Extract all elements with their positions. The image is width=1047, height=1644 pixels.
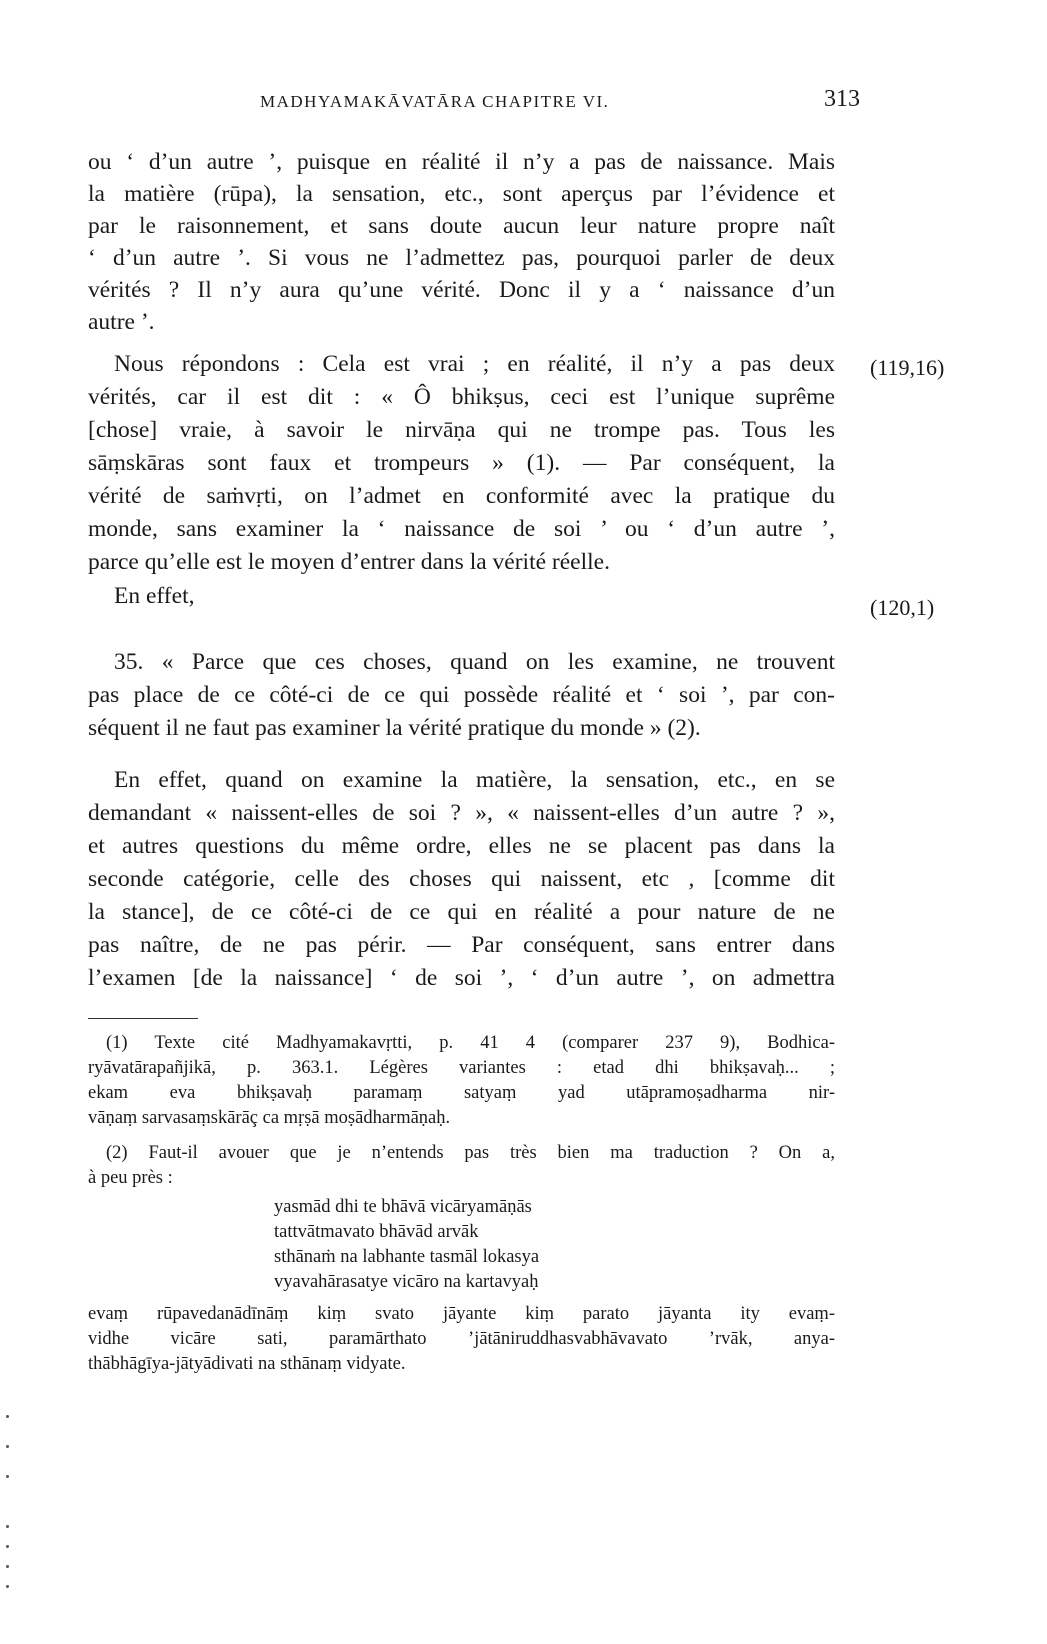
stanza-line: pas place de ce côté-ci de ce qui possède réalité et ‘ soi ’, par con-	[88, 682, 835, 708]
scan-mark	[6, 1415, 9, 1418]
text-line: En effet,	[114, 583, 195, 609]
footnote-line: (2) Faut-il avouer que je n’entends pas très bien ma traduction ? On a,	[106, 1143, 835, 1163]
running-header: MADHYAMAKĀVATĀRA CHAPITRE VI.	[260, 92, 610, 111]
text-line: autre ’.	[88, 309, 155, 335]
scan-mark	[6, 1585, 9, 1588]
footnote-line: thābhāgīya-jātyādivati na sthānaṃ vidyate.	[88, 1354, 406, 1374]
stanza-line: séquent il ne faut pas examiner la vérité pratique du monde » (2).	[88, 715, 701, 741]
scan-mark	[6, 1565, 9, 1568]
verse-line: vyavahārasatye vicāro na kartavyaḥ	[274, 1272, 539, 1292]
footnote-separator	[88, 1018, 198, 1019]
text-line: [chose] vraie, à savoir le nirvāṇa qui ne trompe pas. Tous les	[88, 417, 835, 443]
text-line: par le raisonnement, et sans doute aucun leur nature propre naît	[88, 213, 835, 239]
text-line: l’examen [de la naissance] ‘ de soi ’, ‘ d’un autre ’, on admettra	[88, 965, 835, 991]
verse-line: sthānaṁ na labhante tasmāl lokasya	[274, 1247, 540, 1267]
text-line: la stance], de ce côté-ci de ce qui en réalité a pour nature de ne	[88, 899, 835, 925]
text-line: sāṃskāras sont faux et trompeurs » (1). — Par conséquent, la	[88, 450, 835, 476]
scan-mark	[6, 1545, 9, 1548]
text-line: demandant « naissent-elles de soi ? », « naissent-elles d’un autre ? »,	[88, 800, 835, 826]
footnote-line: ekam eva bhikṣavaḥ paramaṃ satyaṃ yad utāpramoṣadharma nir-	[88, 1083, 835, 1103]
text-line: vérités ? Il n’y aura qu’une vérité. Donc il y a ‘ naissance d’un	[88, 277, 835, 303]
text-line: ‘ d’un autre ’. Si vous ne l’admettez pas, pourquoi parler de deux	[88, 245, 835, 271]
footnote-line: (1) Texte cité Madhyamakavṛtti, p. 41 4 (comparer 237 9), Bodhica-	[106, 1033, 835, 1053]
scan-mark	[6, 1475, 9, 1478]
footnote-line: vidhe vicāre sati, paramārthato ’jātāniruddhasvabhāvavato ’rvāk, anya-	[88, 1329, 835, 1349]
footnote-line: vāṇaṃ sarvasaṃskārāç ca mṛṣā moṣādharmāṇaḥ.	[88, 1108, 451, 1128]
text-line: ou ‘ d’un autre ’, puisque en réalité il n’y a pas de naissance. Mais	[88, 149, 835, 175]
verse-line: tattvātmavato bhāvād arvāk	[274, 1222, 479, 1242]
text-line: et autres questions du même ordre, elles ne se placent pas dans la	[88, 833, 835, 859]
text-line: vérité de saṁvṛti, on l’admet en conformité avec la pratique du	[88, 483, 835, 509]
scan-mark	[6, 1525, 9, 1528]
text-line: En effet, quand on examine la matière, la sensation, etc., en se	[114, 767, 835, 793]
text-line: pas naître, de ne pas périr. — Par conséquent, sans entrer dans	[88, 932, 835, 958]
page-number: 313	[824, 86, 860, 112]
footnote-line: à peu près :	[88, 1168, 173, 1188]
text-line: Nous répondons : Cela est vrai ; en réalité, il n’y a pas deux	[114, 351, 835, 377]
text-line: seconde catégorie, celle des choses qui naissent, etc , [comme dit	[88, 866, 835, 892]
text-line: la matière (rūpa), la sensation, etc., sont aperçus par l’évidence et	[88, 181, 835, 207]
footnote-line: ryāvatārapañjikā, p. 363.1. Légères variantes : etad dhi bhikṣavaḥ... ;	[88, 1058, 835, 1078]
text-line: monde, sans examiner la ‘ naissance de soi ’ ou ‘ d’un autre ’,	[88, 516, 835, 542]
margin-reference: (119,16)	[870, 355, 945, 380]
text-line: vérités, car il est dit : « Ô bhikṣus, ceci est l’unique suprême	[88, 384, 835, 410]
margin-reference: (120,1)	[870, 595, 935, 620]
stanza-line: 35. « Parce que ces choses, quand on les examine, ne trouvent	[114, 649, 835, 675]
text-line: parce qu’elle est le moyen d’entrer dans la vérité réelle.	[88, 549, 610, 575]
footnote-line: evaṃ rūpavedanādīnāṃ kiṃ svato jāyante kiṃ parato jāyanta ity evaṃ-	[88, 1304, 835, 1324]
scan-mark	[6, 1445, 9, 1448]
verse-line: yasmād dhi te bhāvā vicāryamāṇās	[274, 1197, 532, 1217]
